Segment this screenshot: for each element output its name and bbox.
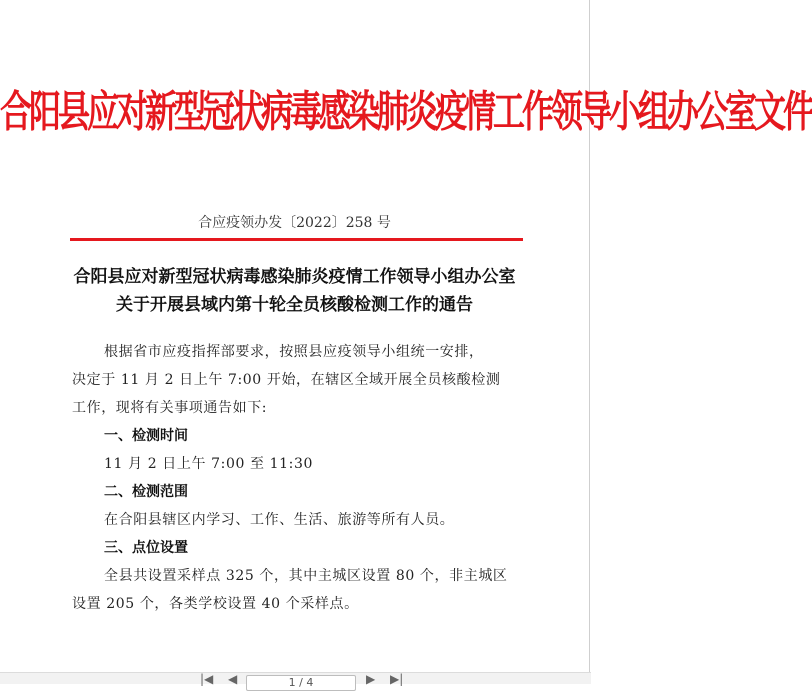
section2-heading: 二、检测范围 [104, 484, 188, 500]
section3-heading: 三、点位设置 [104, 540, 188, 556]
red-divider [70, 238, 523, 241]
last-page-icon[interactable]: ▶| [390, 672, 404, 686]
section3-line-2: 设置 205 个，各类学校设置 40 个采样点。 [72, 596, 359, 612]
notice-title-line1: 合阳县应对新型冠状病毒感染肺炎疫情工作领导小组办公室 [73, 267, 516, 287]
page-number-input[interactable]: 1 / 4 [246, 675, 356, 691]
intro-line-3: 工作，现将有关事项通告如下: [72, 400, 268, 416]
intro-line-1: 根据省市应疫指挥部要求，按照县应疫领导小组统一安排， [104, 344, 484, 360]
page-navigation-bar [0, 672, 591, 689]
section2-text: 在合阳县辖区内学习、工作、生活、旅游等所有人员。 [104, 512, 455, 528]
intro-line-2: 决定于 11 月 2 日上午 7:00 开始，在辖区全域开展全员核酸检测 [72, 372, 501, 388]
next-page-icon[interactable]: ▶ [366, 672, 376, 686]
section3-line-1: 全县共设置采样点 325 个，其中主城区设置 80 个，非主城区 [104, 568, 508, 584]
notice-title-line2: 关于开展县域内第十轮全员核酸检测工作的通告 [116, 295, 473, 315]
document-header: 合阳县应对新型冠状病毒感染肺炎疫情工作领导小组办公室文件 [0, 86, 812, 138]
section1-heading: 一、检测时间 [104, 428, 188, 444]
document-number: 合应疫领办发〔2022〕258 号 [198, 215, 391, 231]
previous-page-icon[interactable]: ◀ [228, 672, 238, 686]
section1-text: 11 月 2 日上午 7:00 至 11:30 [104, 456, 314, 472]
first-page-icon[interactable]: |◀ [200, 672, 214, 686]
